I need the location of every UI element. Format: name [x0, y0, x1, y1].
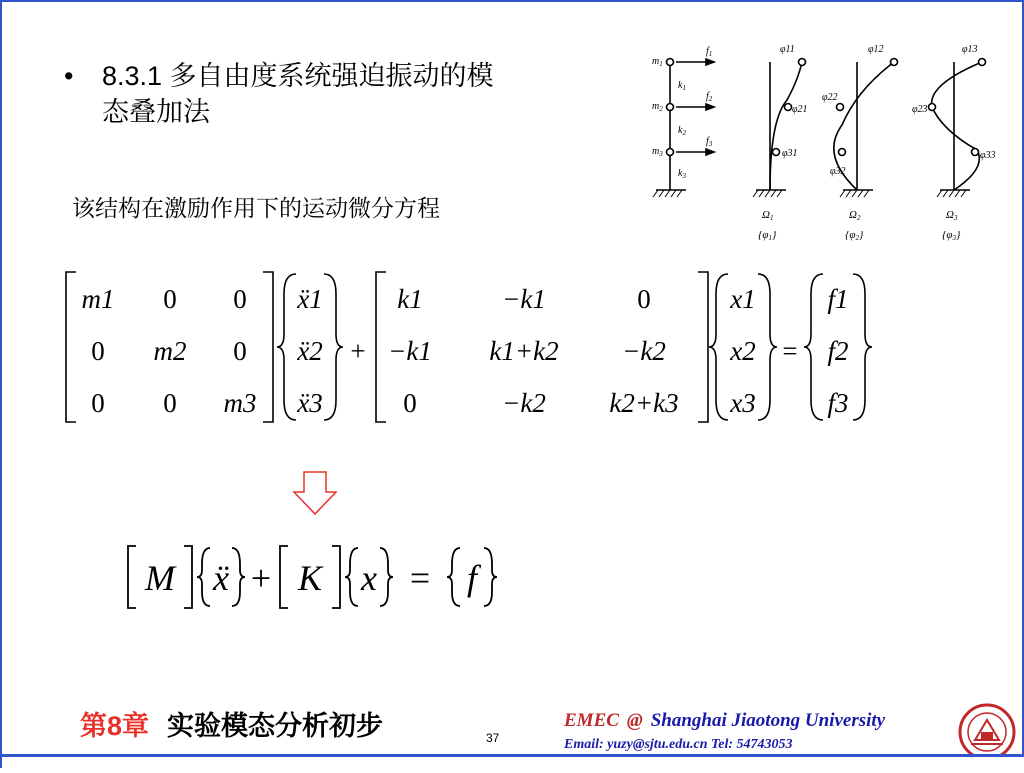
chapter-name: 实验模态分析初步: [167, 711, 384, 741]
svg-text:{φ3}: [942, 229, 961, 242]
force-2: f2: [827, 336, 849, 366]
omega-3-sub: 3: [953, 214, 958, 222]
accel-1: ẍ1: [297, 284, 323, 314]
omega-3: Ω: [946, 209, 954, 221]
mode-vector-2: {φ: [845, 229, 856, 241]
svg-text:k3: [678, 168, 686, 180]
stiff-k12: −k1: [502, 284, 546, 314]
omega-2-sub: 2: [856, 214, 861, 222]
spring-sub-1: 1: [682, 84, 686, 92]
university-logo-icon: [957, 702, 1017, 762]
phi-13: φ13: [962, 44, 978, 55]
page-number: 37: [486, 731, 500, 745]
compact-M: M: [145, 558, 175, 598]
svg-text:m2: [652, 101, 663, 113]
contact-line: Email: yuzy@sjtu.edu.cn Tel: 54743053: [564, 737, 793, 752]
disp-3: x3: [730, 388, 756, 418]
svg-text:f2: [706, 91, 713, 103]
spring-label-2: k: [678, 125, 683, 136]
spring-label-1: k: [678, 80, 683, 91]
svg-text:f3: [706, 136, 713, 148]
stiff-k11: k1: [397, 284, 423, 314]
down-arrow-icon: [290, 468, 340, 518]
chapter-title: [80, 704, 383, 743]
footer-border: [2, 754, 1024, 773]
stiff-k31: 0: [403, 388, 417, 418]
mode-shape-figure: [642, 40, 1002, 250]
mass-m11: m1: [81, 284, 115, 314]
mode-vector-1-close: }: [771, 229, 777, 241]
accel-2: ẍ2: [297, 336, 323, 366]
compact-x: x: [361, 558, 377, 598]
stiff-k23: −k2: [622, 336, 666, 366]
stiff-k22: k1+k2: [489, 336, 559, 366]
institution-line: [564, 710, 885, 732]
svg-text:Ω3: [946, 209, 958, 222]
compact-equation: [120, 540, 520, 616]
mass-sub-2: 2: [659, 105, 663, 113]
svg-text:{φ2}: [845, 229, 864, 242]
equation-intro-text: 该结构在激励作用下的运动微分方程: [72, 195, 440, 221]
force-label-2: f: [706, 91, 709, 102]
force-label-3: f: [706, 136, 709, 147]
svg-text:f1: [706, 46, 712, 58]
emec-label: EMEC: [564, 710, 619, 731]
stiff-k13: 0: [637, 284, 651, 314]
stiff-k33: k2+k3: [609, 388, 679, 418]
mass-label-2: m: [652, 101, 660, 112]
svg-text:{φ1}: [758, 229, 777, 242]
bullet-marker: •: [64, 61, 74, 91]
mass-label-3: m: [652, 146, 660, 157]
mass-m31: 0: [91, 388, 105, 418]
university-name: Shanghai Jiaotong University: [650, 710, 886, 731]
svg-text:m3: [652, 146, 663, 158]
chapter-number: 第8章: [80, 711, 150, 741]
svg-text:Ω1: [762, 209, 773, 222]
mass-m32: 0: [163, 388, 177, 418]
compact-f: f: [466, 558, 478, 598]
mass-m13: 0: [233, 284, 247, 314]
spring-sub-3: 3: [682, 172, 686, 180]
force-sub-2: 2: [708, 95, 713, 103]
accel-3: ẍ3: [297, 388, 323, 418]
force-sub-3: 3: [708, 140, 713, 148]
force-1: f1: [827, 284, 849, 314]
phi-31: φ31: [782, 148, 798, 159]
omega-1: Ω: [762, 209, 770, 221]
phi-23: φ23: [912, 104, 928, 115]
phi-22: φ22: [822, 92, 838, 103]
mass-m33: m3: [223, 388, 257, 418]
svg-text:k1: [678, 80, 686, 92]
mass-m23: 0: [233, 336, 247, 366]
force-3: f3: [827, 388, 849, 418]
bullet-text: 8.3.1 多自由度系统强迫振动的模态叠加法: [102, 61, 494, 127]
disp-2: x2: [730, 336, 756, 366]
mass-m21: 0: [91, 336, 105, 366]
compact-equals: =: [409, 558, 431, 598]
compact-K: K: [297, 558, 323, 598]
mass-m12: 0: [163, 284, 177, 314]
mode-vector-3-sub: 3: [952, 234, 956, 242]
mass-m22: m2: [153, 336, 187, 366]
phi-33: φ33: [980, 150, 996, 161]
mode-vector-3-close: }: [955, 229, 961, 241]
stiff-k21: −k1: [388, 336, 432, 366]
spring-label-3: k: [678, 168, 683, 179]
force-label-1: f: [706, 46, 709, 57]
spring-sub-2: 2: [682, 129, 686, 137]
matrix-equation: [58, 264, 888, 434]
mode-vector-1-sub: 1: [768, 234, 772, 242]
mass-sub-1: 1: [659, 60, 663, 68]
phi-12: φ12: [868, 44, 884, 55]
mode-vector-1: {φ: [758, 229, 769, 241]
mode-vector-2-sub: 2: [855, 234, 859, 242]
omega-2: Ω: [849, 209, 857, 221]
phi-11: φ11: [780, 44, 795, 55]
phi-32: φ32: [830, 166, 846, 177]
mass-label-1: m: [652, 56, 660, 67]
svg-text:k2: [678, 125, 686, 137]
phi-21: φ21: [792, 104, 808, 115]
mode-vector-3: {φ: [942, 229, 953, 241]
disp-1: x1: [730, 284, 756, 314]
plus-sign: +: [350, 336, 366, 366]
force-sub-1: 1: [708, 50, 713, 58]
compact-xdd: ẍ: [213, 558, 229, 598]
compact-plus: +: [250, 558, 272, 598]
omega-1-sub: 1: [769, 214, 774, 222]
svg-text:m1: [652, 56, 663, 68]
mass-sub-3: 3: [659, 150, 663, 158]
svg-text:Ω2: [849, 209, 861, 222]
equals-sign: =: [782, 336, 798, 366]
mode-vector-2-close: }: [858, 229, 864, 241]
at-sign: @: [626, 710, 643, 731]
stiff-k32: −k2: [502, 388, 546, 418]
